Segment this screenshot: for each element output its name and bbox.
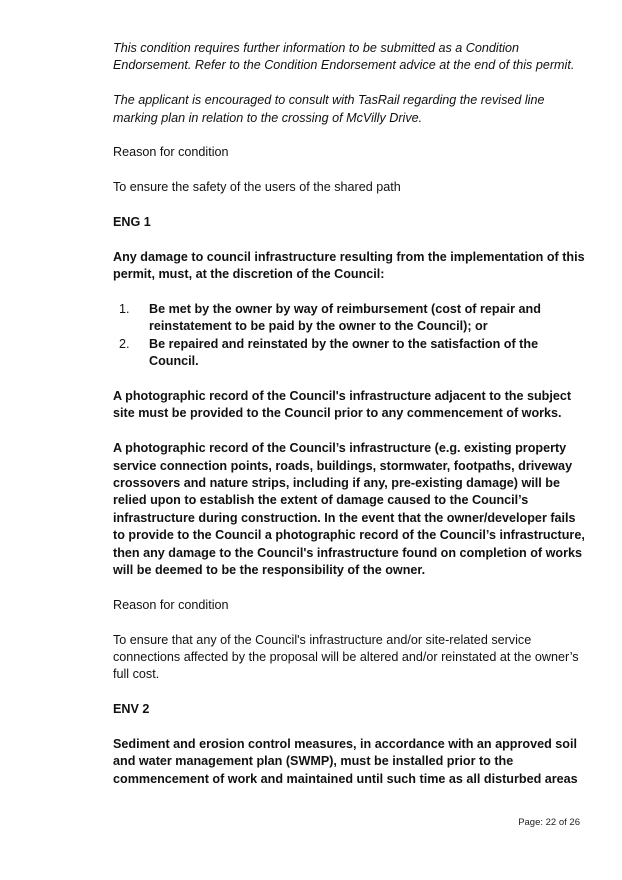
reason-text: To ensure that any of the Council's infrastructure and/or site-related service connections affected by the proposal will be altered and/or reinstated at the owner’s full cost. <box>113 632 579 682</box>
eng1-list <box>113 301 585 371</box>
eng1-intro: Any damage to council infrastructure resulting from the implementation of this permit, must, at the discretion of the Council: <box>113 249 585 282</box>
list-text: Be repaired and reinstated by the owner to the satisfaction of the Council. <box>149 336 539 369</box>
tasrail-consultation-note: The applicant is encouraged to consult with TasRail regarding the revised line marking plan in relation to the crossing of McVilly Drive. <box>113 93 545 125</box>
reason-heading: Reason for condition <box>113 597 229 612</box>
list-item <box>113 336 585 371</box>
env2-text: Sediment and erosion control measures, in accordance with an approved soil and water management plan (SWMP), must be installed prior to the commencement of work and maintained until such time as all disturbed areas <box>113 737 578 786</box>
list-text: Be met by the owner by way of reimbursement (cost of repair and reinstatement to be paid by the owner to the Council); or <box>149 302 541 334</box>
photo-record-details: A photographic record of the Council’s infrastructure (e.g. existing property service connection points, roads, buildings, stormwater, footpaths, driveway crossovers and nature strips, including if any, pre-existing damage) will be relied upon to establish the extent of damage caused to the Council’s infrastructure during construction. In the event that the owner/developer fails to provide to the Council a photographic record of the Council’s infrastructure, then any damage to the Council's infrastructure found on completion of works will be deemed to be the responsibility of the owner. <box>113 441 585 578</box>
page-number: Page: 22 of 26 <box>518 817 580 828</box>
section-heading-eng1: ENG 1 <box>113 215 151 229</box>
reason-text: To ensure the safety of the users of the shared path <box>113 180 401 195</box>
section-heading-env2: ENV 2 <box>113 702 150 717</box>
list-number: 1. <box>119 302 130 316</box>
list-number: 2. <box>119 336 130 351</box>
document-body <box>113 40 585 806</box>
list-item <box>113 301 585 336</box>
photo-record-requirement: A photographic record of the Council's infrastructure adjacent to the subject site must be provided to the Council prior to any commencement of works. <box>113 389 572 421</box>
condition-endorsement-note: This condition requires further information to be submitted as a Condition Endorsement. Refer to the Condition Endorsement advice at the end of this permit. <box>113 41 575 73</box>
reason-heading: Reason for condition <box>113 145 229 160</box>
